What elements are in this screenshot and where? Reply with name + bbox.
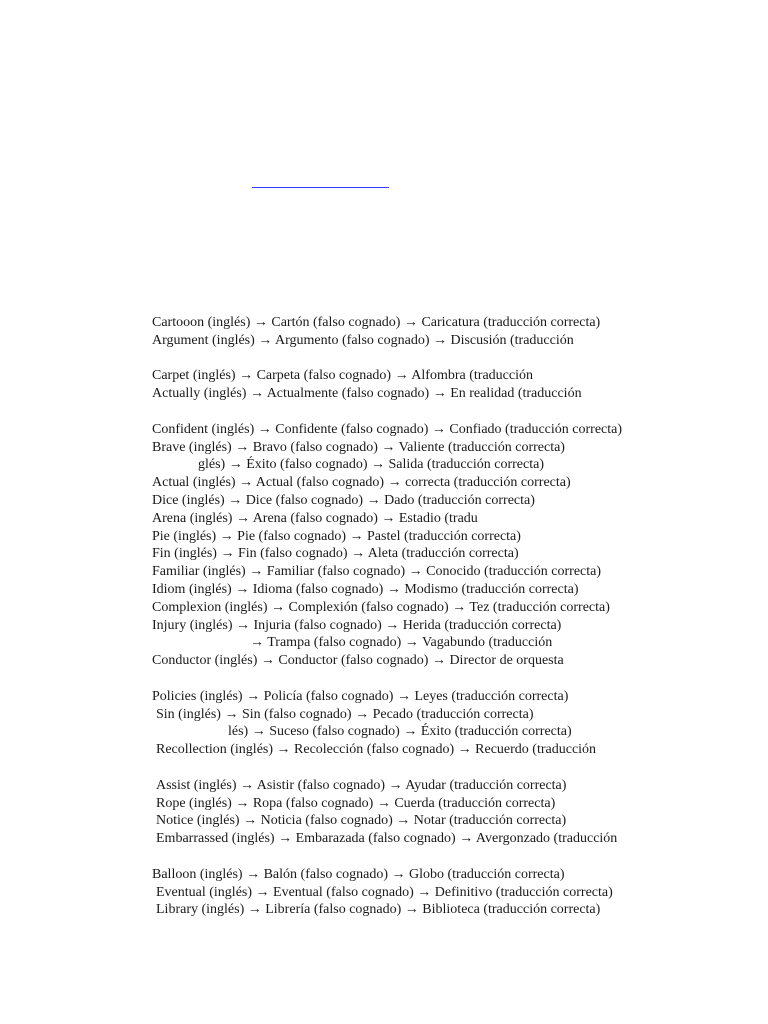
text-line: Balloon (inglés) → Balón (falso cognado) → Globo (traducción correcta): [152, 866, 565, 882]
text-line: Complexion (inglés) → Complexión (falso cognado) → Tez (traducción correcta): [152, 599, 610, 615]
text-line: Familiar (inglés) → Familiar (falso cognado) → Conocido (traducción correcta): [152, 564, 602, 580]
text-line: Argument (inglés) → Argumento (falso cognado) → Discusión (traducción: [152, 332, 574, 348]
text-line: Assist (inglés) → Asistir (falso cognado) → Ayudar (traducción correcta): [156, 777, 567, 793]
text-line: Rope (inglés) → Ropa (falso cognado) → Cuerda (traducción correcta): [156, 795, 556, 811]
text-line: Fin (inglés) → Fin (falso cognado) → Aleta (traducción correcta): [152, 546, 519, 562]
text-line: Idiom (inglés) → Idioma (falso cognado) → Modismo (traducción correcta): [152, 581, 579, 597]
text-line: Confident (inglés) → Confidente (falso cognado) → Confiado (traducción correcta): [152, 421, 623, 437]
text-line: glés) → Éxito (falso cognado) → Salida (traducción correcta): [198, 457, 544, 473]
text-line: Brave (inglés) → Bravo (falso cognado) → Valiente (traducción correcta): [152, 439, 565, 455]
link-underline[interactable]: [252, 187, 389, 188]
blank-line: [0, 350, 768, 368]
text-line: Notice (inglés) → Noticia (falso cognado) → Notar (traducción correcta): [156, 813, 567, 829]
text-line: Pie (inglés) → Pie (falso cognado) → Pastel (traducción correcta): [152, 528, 521, 544]
blank-line: [0, 403, 768, 421]
blank-line: [0, 670, 768, 688]
text-line: Actual (inglés) → Actual (falso cognado) → correcta (traducción correcta): [152, 475, 571, 491]
text-line: Recollection (inglés) → Recolección (falso cognado) → Recuerdo (traducción: [156, 742, 597, 758]
text-line: Arena (inglés) → Arena (falso cognado) → Estadio (tradu: [152, 510, 478, 526]
text-line: Library (inglés) → Librería (falso cognado) → Biblioteca (traducción correcta): [156, 902, 601, 918]
text-line: → Trampa (falso cognado) → Vagabundo (traducción: [250, 635, 553, 651]
text-line: Actually (inglés) → Actualmente (falso cognado) → En realidad (traducción: [152, 386, 582, 402]
text-line: Sin (inglés) → Sin (falso cognado) → Pecado (traducción correcta): [156, 706, 534, 722]
text-line: Eventual (inglés) → Eventual (falso cognado) → Definitivo (traducción correcta): [156, 884, 613, 900]
blank-line: [0, 759, 768, 777]
cognates-list: [0, 314, 768, 919]
text-line: Injury (inglés) → Injuria (falso cognado) → Herida (traducción correcta): [152, 617, 562, 633]
text-line: lés) → Suceso (falso cognado) → Éxito (traducción correcta): [228, 724, 572, 740]
text-line: Cartooon (inglés) → Cartón (falso cognado) → Caricatura (traducción correcta): [152, 315, 601, 330]
text-line: Dice (inglés) → Dice (falso cognado) → Dado (traducción correcta): [152, 492, 535, 508]
text-line: Policies (inglés) → Policía (falso cognado) → Leyes (traducción correcta): [152, 688, 569, 704]
text-line: Carpet (inglés) → Carpeta (falso cognado) → Alfombra (traducción: [152, 368, 533, 384]
blank-line: [0, 848, 768, 866]
text-line: Conductor (inglés) → Conductor (falso cognado) → Director de orquesta: [152, 653, 564, 669]
text-line: Embarrassed (inglés) → Embarazada (falso cognado) → Avergonzado (traducción: [156, 831, 618, 847]
